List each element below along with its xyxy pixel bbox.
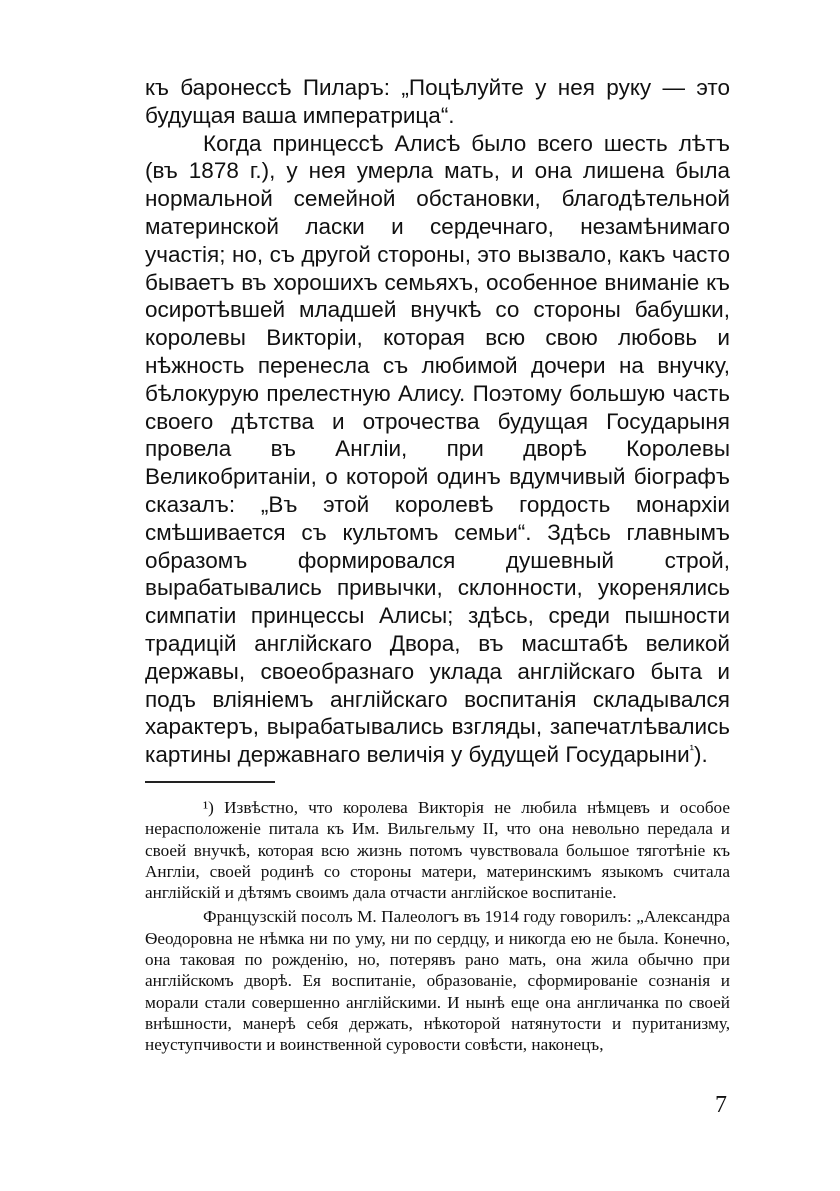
paragraph-main-end: ).: [693, 742, 708, 768]
footnotes: [145, 797, 730, 1056]
page-number: 7: [715, 1092, 727, 1118]
paragraph-main-text: Когда принцессѣ Алисѣ было всего шесть лѣтъ (въ 1878 г.), у нея умерла мать, и она лишена была нормальной семейной обстановки, благодѣтельной материнской ласки и сердечнаго, незамѣнимаго участія; но, съ другой стороны, это вызвало, какъ часто бываетъ въ хорошихъ семьяхъ, особенное вниманіе къ осиротѣвшей младшей внучкѣ со стороны бабушки, королевы Викторіи, которая всю свою любовь и нѣжность перенесла съ любимой дочери на внучку, бѣлокурую прелестную Алису. Поэтому большую часть своего дѣтства и отрочества будущая Государыня провела въ Англіи, при дворѣ Королевы Великобританіи, о которой одинъ вдумчивый біографъ сказалъ: „Въ этой королевѣ гордость монархіи смѣшивается съ культомъ семьи“. Здѣсь главнымъ образомъ формировался душевный строй, вырабатывались привычки, склонности, укоренялись симпатіи принцессы Алисы; здѣсь, среди пышности традицій англійскаго Двора, въ масштабѣ великой державы, своеобразнаго уклада англійскаго быта и подъ вліяніемъ англійскаго воспитанія складывался характеръ, вырабатывались взгляды, запечатлѣвались картины державнаго величія у будущей Государыни: [145, 130, 730, 768]
paragraph-main: [145, 130, 730, 769]
book-page: [145, 74, 730, 1154]
footnote-1-continuation: Французскій посолъ М. Палеологъ въ 1914 году говорилъ: „Александра Ѳеодоровна не нѣмка ни по уму, ни по сердцу, и никогда ею не была. Конечно, она таковая по рожденію, но, потерявъ рано мать, она жила обычно при англійскомъ дворѣ. Ея воспитаніе, образованіе, сформированіе сознанія и морали стали совершенно англійскими. И нынѣ еще она англичанка по своей внѣшности, манерѣ себя держать, нѣкоторой натянутости и пуританизму, неуступчивости и воинственной суровости совѣсти, наконецъ,: [145, 907, 730, 1055]
paragraph-continuation: къ баронессѣ Пиларъ: „Поцѣлуйте у нея руку — это будущая ваша императрица“.: [145, 75, 730, 128]
footnote-separator: [145, 781, 275, 783]
main-text: [145, 74, 730, 769]
footnote-reference: ¹: [689, 741, 694, 757]
footnote-1: ¹) Извѣстно, что королева Викторія не любила нѣмцевъ и особое нерасположеніе питала къ Им. Вильгельму II, что она невольно передала и своей внучкѣ, которая всю жизнь потомъ чувствовала большое тяготѣніе къ Англіи, своей родинѣ со стороны матери, материнскимъ языкомъ считала англійскій и дѣтямъ своимъ дала отчасти англійское воспитаніе.: [145, 797, 730, 903]
